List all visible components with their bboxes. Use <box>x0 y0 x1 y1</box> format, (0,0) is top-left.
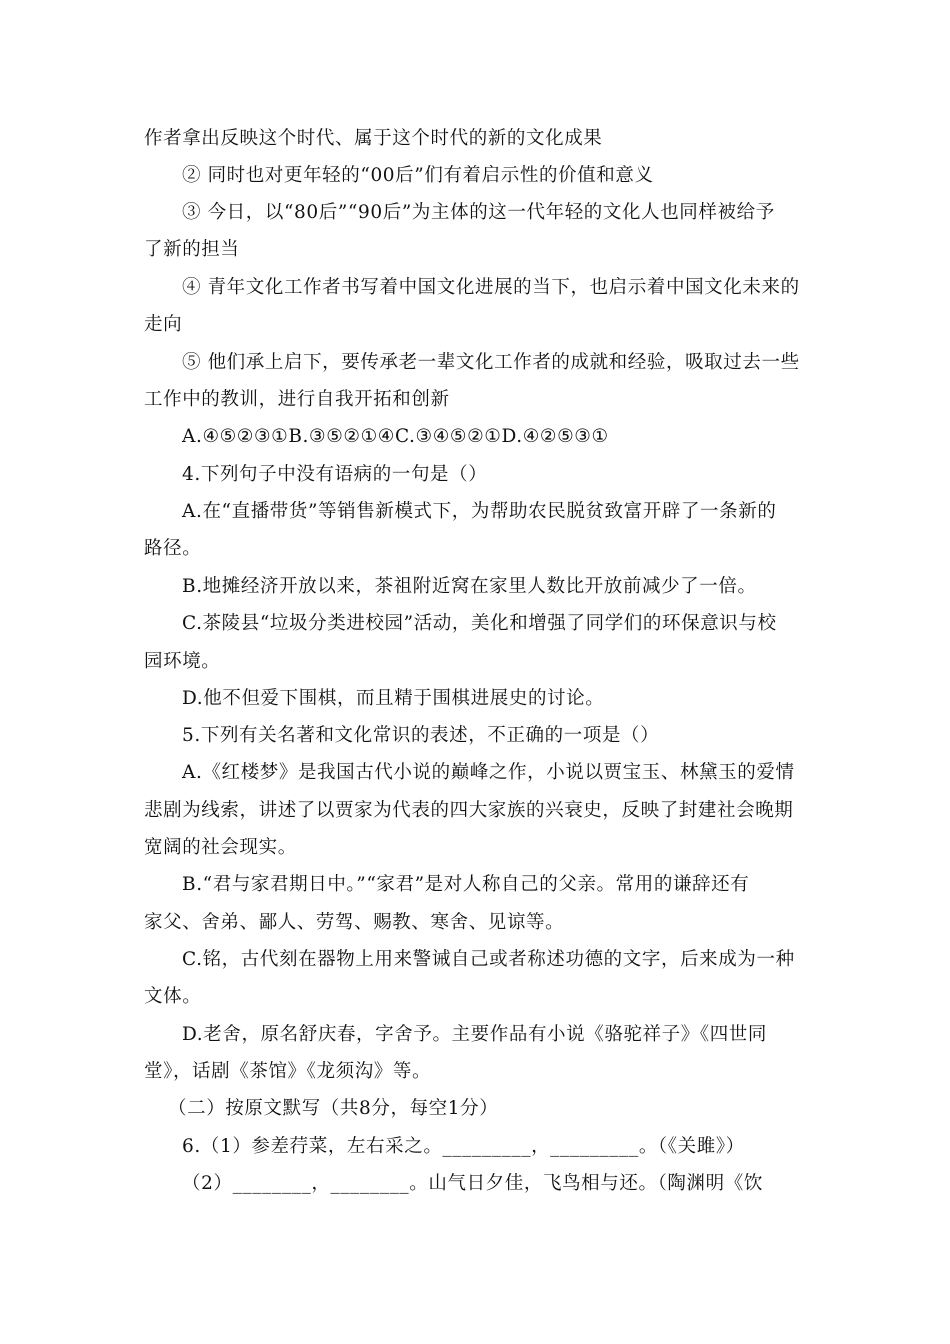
text-line: 了新的担当 <box>144 239 240 260</box>
text-line: 作者拿出反映这个时代、属于这个时代的新的文化成果 <box>144 128 603 149</box>
text-line: 文体。 <box>144 986 202 1007</box>
text-line: 路径。 <box>144 538 202 559</box>
text-line: C.茶陵县“垃圾分类进校园”活动，美化和增强了同学们的环保意识与校 <box>182 613 777 634</box>
text-line: D.他不但爱下围棋，而且精于围棋进展史的讨论。 <box>182 688 605 709</box>
text-line: （2）________，________。山气日夕佳，飞鸟相与还。（陶渊明《饮 <box>182 1173 763 1194</box>
text-line: 宽阔的社会现实。 <box>144 837 297 858</box>
text-line: 家父、舍弟、鄙人、劳驾、赐教、寒舍、见谅等。 <box>144 912 565 933</box>
text-line: A.在“直播带货”等销售新模式下，为帮助农民脱贫致富开辟了一条新的 <box>182 501 777 522</box>
question-4: 4.下列句子中没有语病的一句是（） <box>182 464 488 485</box>
section-heading: （二）按原文默写（共8分，每空1分） <box>168 1098 499 1119</box>
text-line: ④ 青年文化工作者书写着中国文化进展的当下，也启示着中国文化未来的 <box>182 277 800 298</box>
text-line: 走向 <box>144 314 183 335</box>
question-5: 5.下列有关名著和文化常识的表述，不正确的一项是（） <box>182 725 660 746</box>
text-line: 工作中的教训，进行自我开拓和创新 <box>144 389 450 410</box>
text-line: 堂》，话剧《茶馆》《龙须沟》等。 <box>144 1061 432 1082</box>
text-line: ⑤ 他们承上启下，要传承老一辈文化工作者的成就和经验，吸取过去一些 <box>182 352 800 373</box>
text-line: A.④⑤②③①B.③⑤②①④C.③④⑤②①D.④②⑤③① <box>182 426 609 447</box>
text-line: C.铭，古代刻在器物上用来警诫自己或者称述功德的文字，后来成为一种 <box>182 949 795 970</box>
text-line: 悲剧为线索，讲述了以贾家为代表的四大家族的兴衰史，反映了封建社会晚期 <box>144 800 794 821</box>
text-line: B.“君与家君期日中。”“家君”是对人称自己的父亲。常用的谦辞还有 <box>182 874 750 895</box>
text-line: B.地摊经济开放以来，茶祖附近窝在家里人数比开放前减少了一倍。 <box>182 576 757 597</box>
question-6: 6.（1）参差荇菜，左右采之。_________，_________。（《关雎》） <box>182 1136 745 1157</box>
text-line: D.老舍，原名舒庆春，字舍予。主要作品有小说《骆驼祥子》《四世同 <box>182 1024 768 1045</box>
text-line: ③ 今日，以“80后”“90后”为主体的这一代年轻的文化人也同样被给予 <box>182 202 775 223</box>
text-line: ② 同时也对更年轻的“00后”们有着启示性的价值和意义 <box>182 165 654 186</box>
text-line: A.《红楼梦》是我国古代小说的巅峰之作，小说以贾宝玉、林黛玉的爱情 <box>182 762 795 783</box>
text-line: 园环境。 <box>144 651 221 672</box>
